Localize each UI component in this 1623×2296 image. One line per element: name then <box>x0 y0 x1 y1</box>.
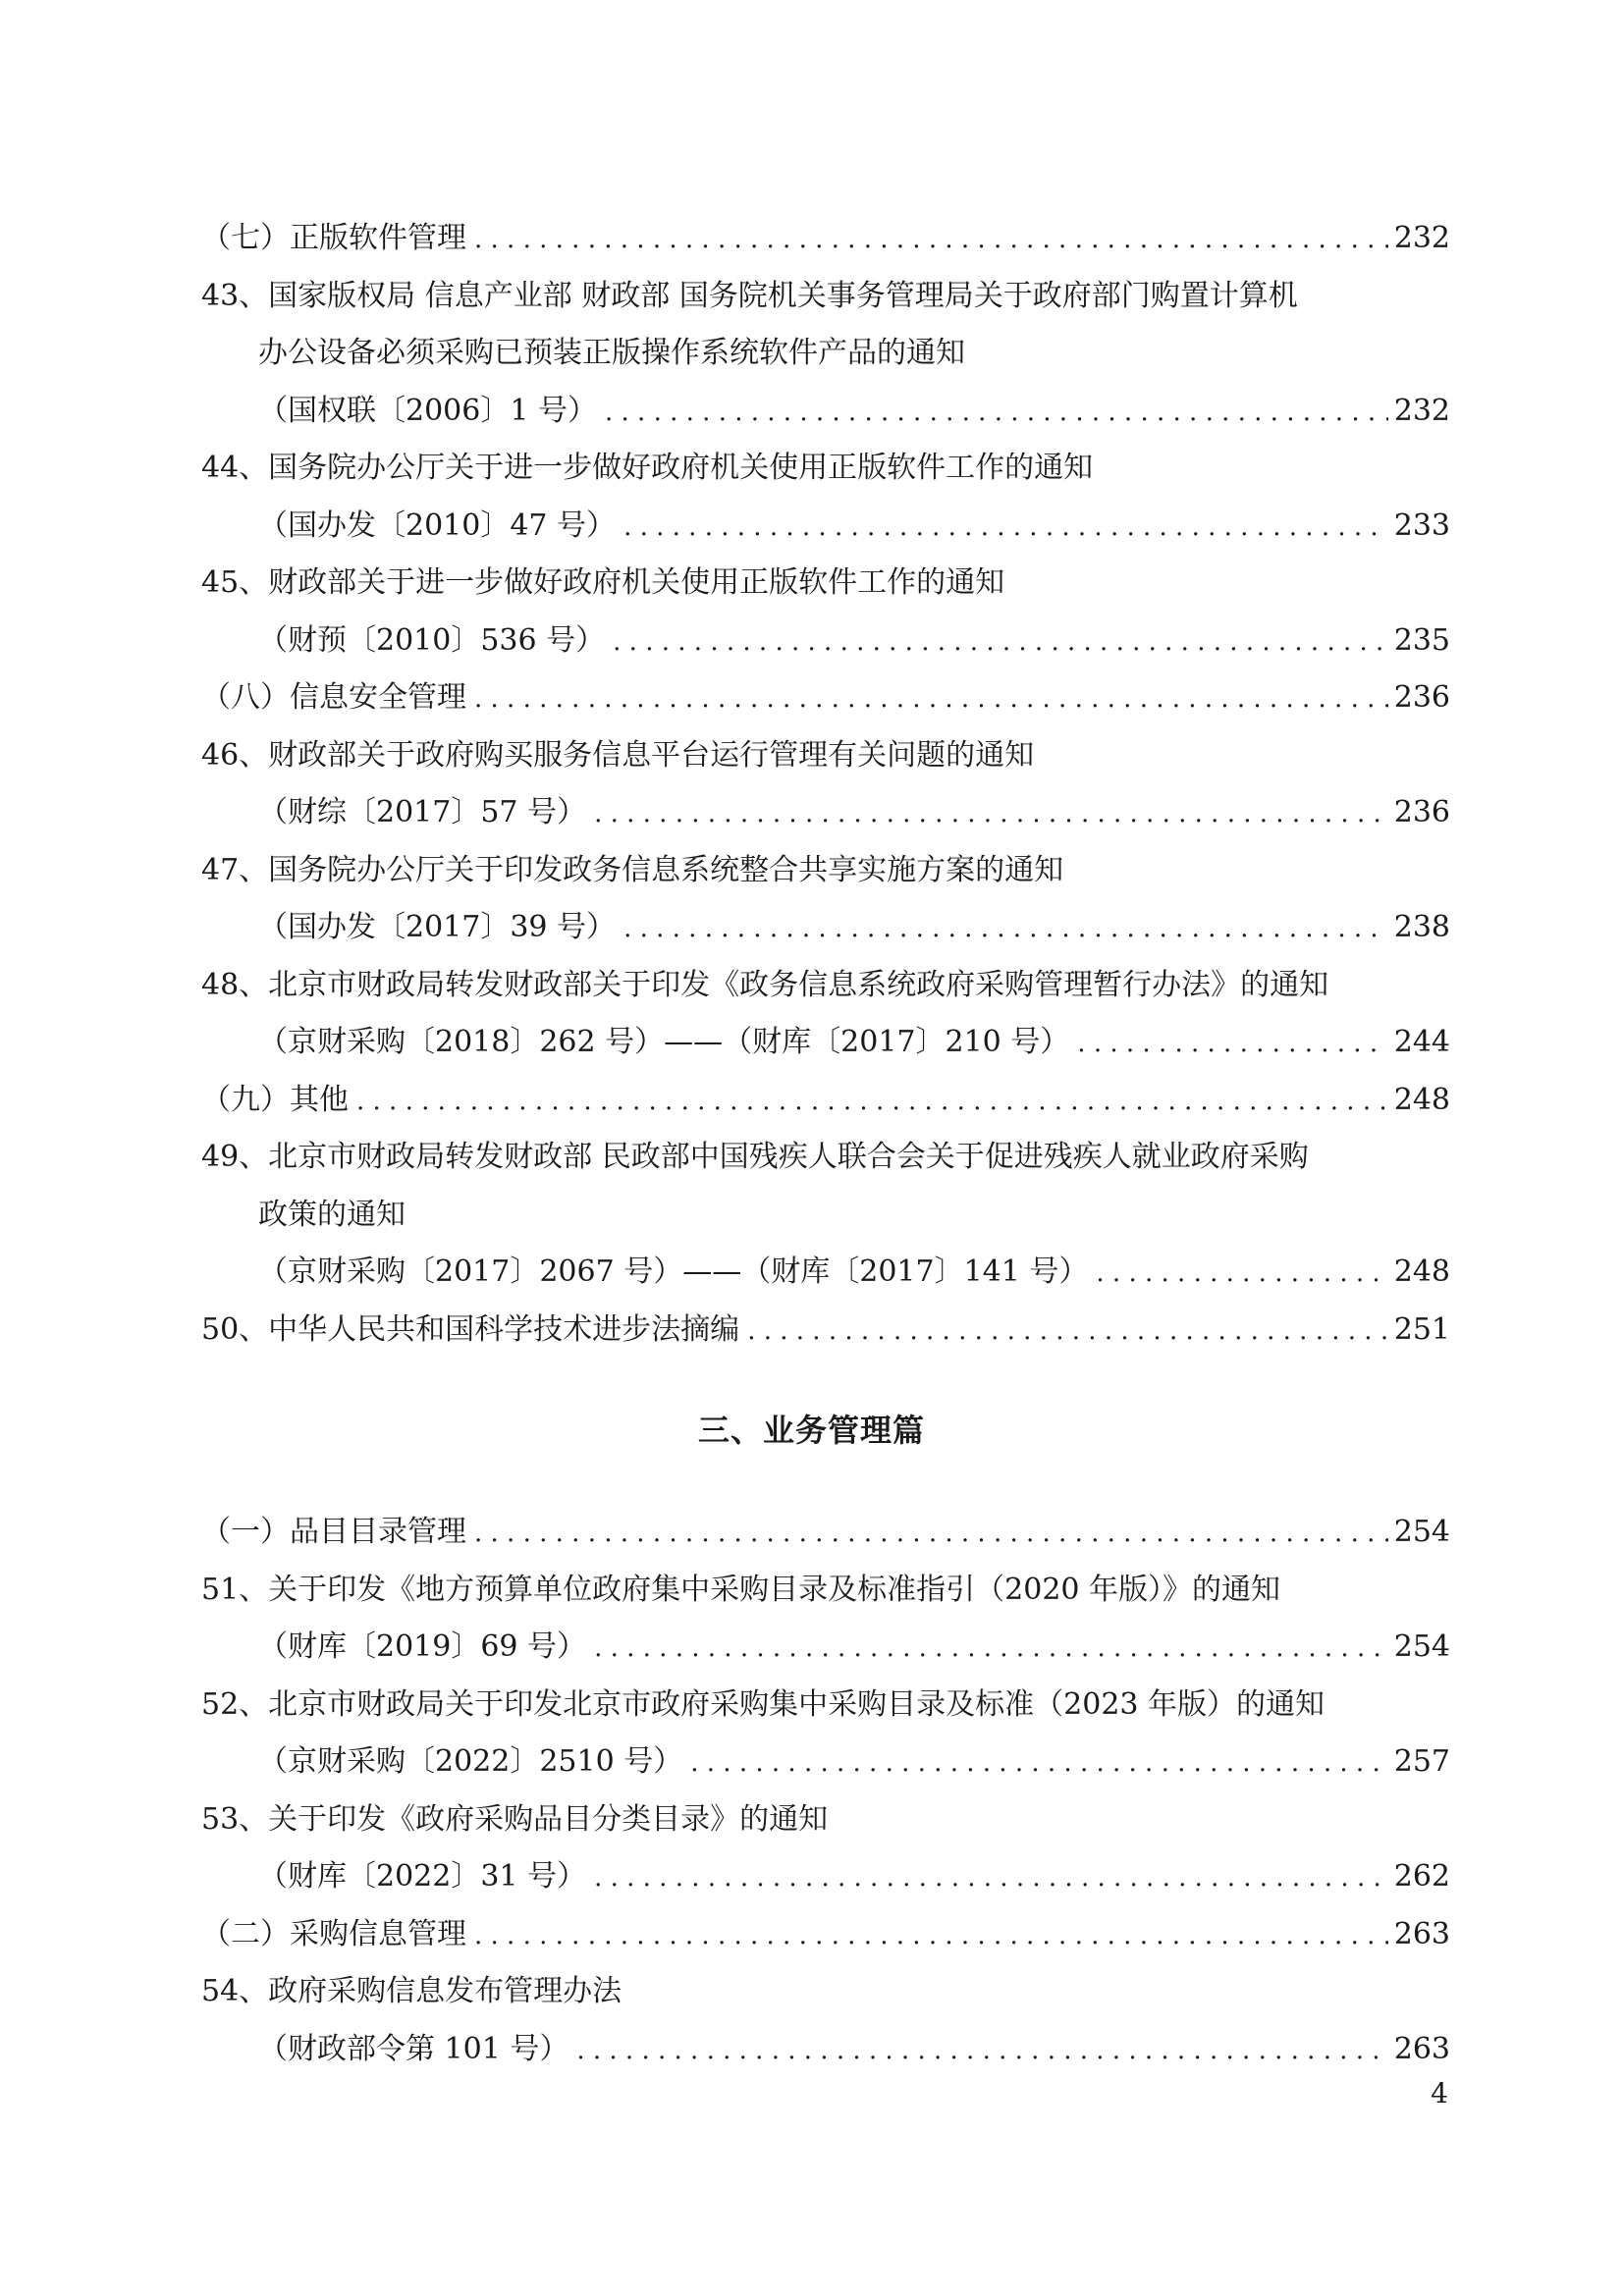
toc-entry-title: （国权联〔2006〕1 号） <box>258 393 597 428</box>
toc-entry[interactable] <box>201 1562 1450 1620</box>
toc-page-number: 236 <box>1393 795 1450 829</box>
dot-leader <box>576 2022 1387 2080</box>
dot-leader <box>1096 1245 1387 1303</box>
toc-page-number: 257 <box>1393 1744 1450 1779</box>
toc-entry[interactable] <box>201 268 1450 326</box>
dot-leader <box>623 900 1388 958</box>
toc-entry[interactable] <box>201 1677 1450 1735</box>
toc-entry-title: （国办发〔2010〕47 号） <box>258 507 617 543</box>
toc-entry[interactable] <box>201 440 1450 498</box>
toc-entry-title: 48、北京市财政局转发财政部关于印发《政务信息系统政府采购管理暂行办法》的通知 <box>201 967 1329 1002</box>
toc-entry-title: 51、关于印发《地方预算单位政府集中采购目录及标准指引（2020 年版）》的通知 <box>201 1572 1281 1607</box>
toc-entry-title: （财预〔2010〕536 号） <box>258 622 606 658</box>
toc-entry-title: 49、北京市财政局转发财政部 民政部中国残疾人联合会关于促进残疾人就业政府采购 <box>201 1140 1309 1174</box>
toc-page-number: 263 <box>1393 1916 1450 1951</box>
dot-leader <box>690 1735 1388 1792</box>
toc-entry[interactable] <box>201 1619 1450 1677</box>
dot-leader <box>474 211 1388 269</box>
section-heading: 三、业务管理篇 <box>697 1412 925 1449</box>
toc-entry-title: （京财采购〔2022〕2510 号） <box>258 1744 683 1779</box>
toc-entry-title: （九）其他 <box>201 1082 349 1117</box>
toc-entry-title: （财库〔2019〕69 号） <box>258 1629 587 1664</box>
toc-page-number: 236 <box>1393 680 1450 715</box>
toc-entry[interactable] <box>201 899 1450 957</box>
toc-entry-title: 44、国务院办公厅关于进一步做好政府机关使用正版软件工作的通知 <box>201 451 1094 485</box>
toc-entry-title: 政策的通知 <box>258 1197 406 1232</box>
toc-entry[interactable] <box>201 1734 1450 1791</box>
toc-entry-title: （京财采购〔2018〕262 号）——（财库〔2017〕210 号） <box>258 1025 1070 1059</box>
toc-entry[interactable] <box>201 1302 1450 1360</box>
toc-entry-title: 54、政府采购信息发布管理办法 <box>201 1974 622 2008</box>
toc-page-number: 233 <box>1393 507 1450 543</box>
dot-leader <box>474 670 1388 728</box>
toc-entry[interactable] <box>201 1014 1450 1072</box>
toc-page-number: 248 <box>1393 1082 1450 1117</box>
toc-entry[interactable] <box>201 1504 1450 1562</box>
toc-entry[interactable] <box>201 1963 1450 2021</box>
toc-entry-title: （国办发〔2017〕39 号） <box>258 910 617 944</box>
toc-page-number: 232 <box>1393 393 1450 428</box>
dot-leader <box>623 499 1388 557</box>
toc-entry[interactable] <box>201 1848 1450 1906</box>
toc-page-number: 254 <box>1393 1629 1450 1664</box>
toc-entry[interactable] <box>201 555 1450 613</box>
toc-entry[interactable] <box>201 842 1450 900</box>
toc-entry[interactable] <box>201 1791 1450 1849</box>
toc-entry[interactable] <box>201 1244 1450 1302</box>
toc-entry[interactable] <box>201 957 1450 1015</box>
toc-entry-title: 办公设备必须采购已预装正版操作系统软件产品的通知 <box>258 336 965 370</box>
toc-page-number: 262 <box>1393 1859 1450 1894</box>
toc-entry-title: 50、中华人民共和国科学技术进步法摘编 <box>201 1311 740 1347</box>
toc-page-number: 263 <box>1393 2031 1450 2066</box>
toc-page-number: 248 <box>1393 1255 1450 1289</box>
dot-leader <box>356 1073 1388 1131</box>
toc-page-number: 235 <box>1393 622 1450 658</box>
toc-page-number: 251 <box>1393 1311 1450 1347</box>
dot-leader <box>474 1907 1388 1965</box>
toc-entry-title: 43、国家版权局 信息产业部 财政部 国务院机关事务管理局关于政府部门购置计算机 <box>201 278 1298 313</box>
toc-entry-title: （财综〔2017〕57 号） <box>258 795 587 829</box>
toc-page-number: 254 <box>1393 1515 1450 1549</box>
dot-leader <box>474 1505 1388 1563</box>
toc-entry[interactable] <box>201 727 1450 785</box>
toc-entry[interactable] <box>201 784 1450 842</box>
toc-entry[interactable] <box>201 669 1450 727</box>
toc-entry-title: （一）品目目录管理 <box>201 1515 466 1549</box>
toc-entry-title: （八）信息安全管理 <box>201 680 466 715</box>
toc-entry-title: 52、北京市财政局关于印发北京市政府采购集中采购目录及标准（2023 年版）的通知 <box>201 1686 1325 1722</box>
toc-entry-title: （京财采购〔2017〕2067 号）——（财库〔2017〕141 号） <box>258 1255 1089 1289</box>
toc-page-number: 244 <box>1393 1025 1450 1059</box>
toc-page-number: 232 <box>1393 221 1450 255</box>
toc-entry[interactable] <box>201 1129 1450 1187</box>
toc-entry-title: （七）正版软件管理 <box>201 221 466 255</box>
toc-entry[interactable] <box>201 325 1450 383</box>
toc-entry[interactable] <box>201 498 1450 556</box>
table-of-contents-part-2 <box>201 1504 1450 2078</box>
toc-entry[interactable] <box>201 613 1450 670</box>
dot-leader <box>613 614 1388 671</box>
dot-leader <box>747 1303 1388 1361</box>
toc-entry-title: （财库〔2022〕31 号） <box>258 1859 587 1894</box>
toc-entry[interactable] <box>201 1072 1450 1130</box>
dot-leader <box>1077 1015 1387 1073</box>
dot-leader <box>594 1620 1388 1678</box>
toc-entry-title: 53、关于印发《政府采购品目分类目录》的通知 <box>201 1801 829 1837</box>
dot-leader <box>594 1849 1388 1907</box>
toc-entry-title: 46、财政部关于政府购买服务信息平台运行管理有关问题的通知 <box>201 737 1035 773</box>
table-of-contents-part-1 <box>201 210 1450 1359</box>
toc-entry-title: 47、国务院办公厅关于印发政务信息系统整合共享实施方案的通知 <box>201 852 1064 887</box>
toc-entry-title: 45、财政部关于进一步做好政府机关使用正版软件工作的通知 <box>201 565 1005 600</box>
toc-entry-title: （财政部令第 101 号） <box>258 2031 569 2066</box>
toc-page-number: 238 <box>1393 910 1450 944</box>
toc-entry[interactable] <box>201 1906 1450 1964</box>
dot-leader <box>605 384 1388 442</box>
page-number: 4 <box>1431 2077 1448 2109</box>
toc-entry[interactable] <box>201 1187 1450 1245</box>
toc-entry[interactable] <box>201 383 1450 441</box>
toc-entry[interactable] <box>201 210 1450 268</box>
dot-leader <box>594 785 1388 843</box>
toc-entry-title: （二）采购信息管理 <box>201 1916 466 1951</box>
toc-entry[interactable] <box>201 2021 1450 2079</box>
